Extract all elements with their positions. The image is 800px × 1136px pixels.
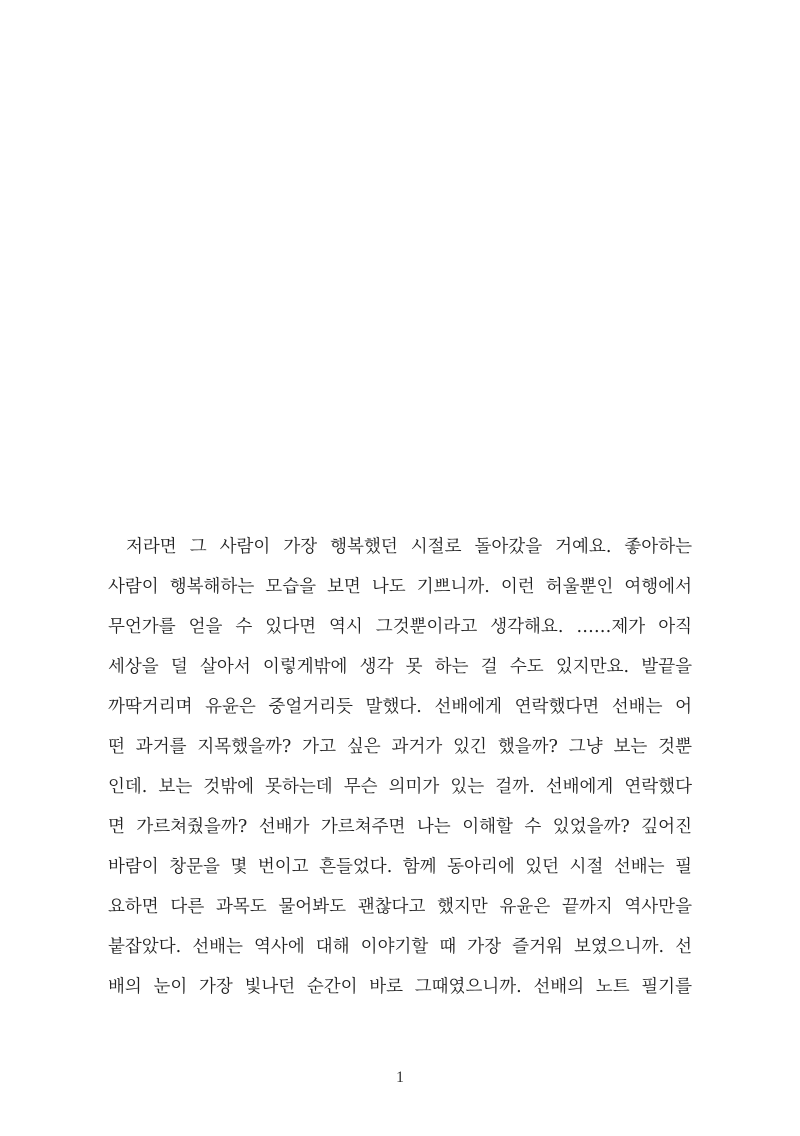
text-line: 붙잡았다. 선배는 역사에 대해 이야기할 때 가장 즐거워 보였으니까. 선 — [108, 937, 692, 957]
text-line: 무언가를 얻을 수 있다면 역시 그것뿐이라고 생각해요. ……제가 아직 — [108, 617, 692, 637]
body-paragraph — [108, 527, 692, 1007]
page-number: 1 — [396, 1069, 404, 1086]
text-line: 세상을 덜 살아서 이렇게밖에 생각 못 하는 걸 수도 있지만요. 발끝을 — [108, 657, 692, 677]
text-line: 면 가르쳐줬을까? 선배가 가르쳐주면 나는 이해할 수 있었을까? 깊어진 — [108, 817, 692, 837]
text-line: 떤 과거를 지목했을까? 가고 싶은 과거가 있긴 했을까? 그냥 보는 것뿐 — [108, 737, 692, 757]
text-line: 요하면 다른 과목도 물어봐도 괜찮다고 했지만 유윤은 끝까지 역사만을 — [108, 897, 692, 917]
text-line: 까딱거리며 유윤은 중얼거리듯 말했다. 선배에게 연락했다면 선배는 어 — [108, 697, 692, 717]
text-line: 바람이 창문을 몇 번이고 흔들었다. 함께 동아리에 있던 시절 선배는 필 — [108, 857, 692, 877]
text-line: 인데. 보는 것밖에 못하는데 무슨 의미가 있는 걸까. 선배에게 연락했다 — [108, 777, 692, 797]
text-line: 저라면 그 사람이 가장 행복했던 시절로 돌아갔을 거예요. 좋아하는 — [126, 537, 692, 557]
text-line: 사람이 행복해하는 모습을 보면 나도 기쁘니까. 이런 허울뿐인 여행에서 — [108, 577, 692, 597]
text-line: 배의 눈이 가장 빛나던 순간이 바로 그때였으니까. 선배의 노트 필기를 — [108, 977, 692, 997]
